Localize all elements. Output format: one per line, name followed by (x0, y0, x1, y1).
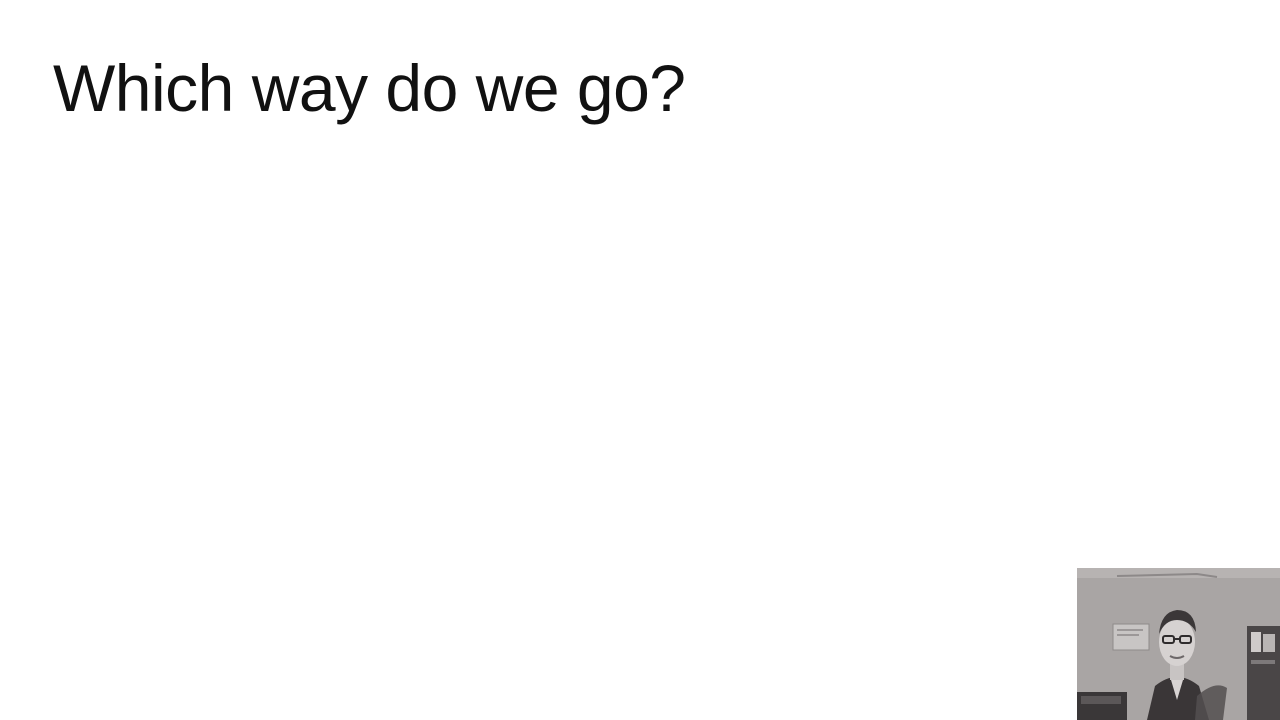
presenter-webcam-overlay (1077, 568, 1280, 720)
webcam-shelf-item (1251, 632, 1261, 652)
webcam-ceiling (1077, 568, 1280, 578)
webcam-shelf-board (1251, 660, 1275, 664)
webcam-shelf-item (1263, 634, 1275, 652)
webcam-keyboard (1081, 696, 1121, 704)
webcam-wall-poster (1113, 624, 1149, 650)
slide-title: Which way do we go? (53, 51, 686, 125)
webcam-video-frame (1077, 568, 1280, 720)
